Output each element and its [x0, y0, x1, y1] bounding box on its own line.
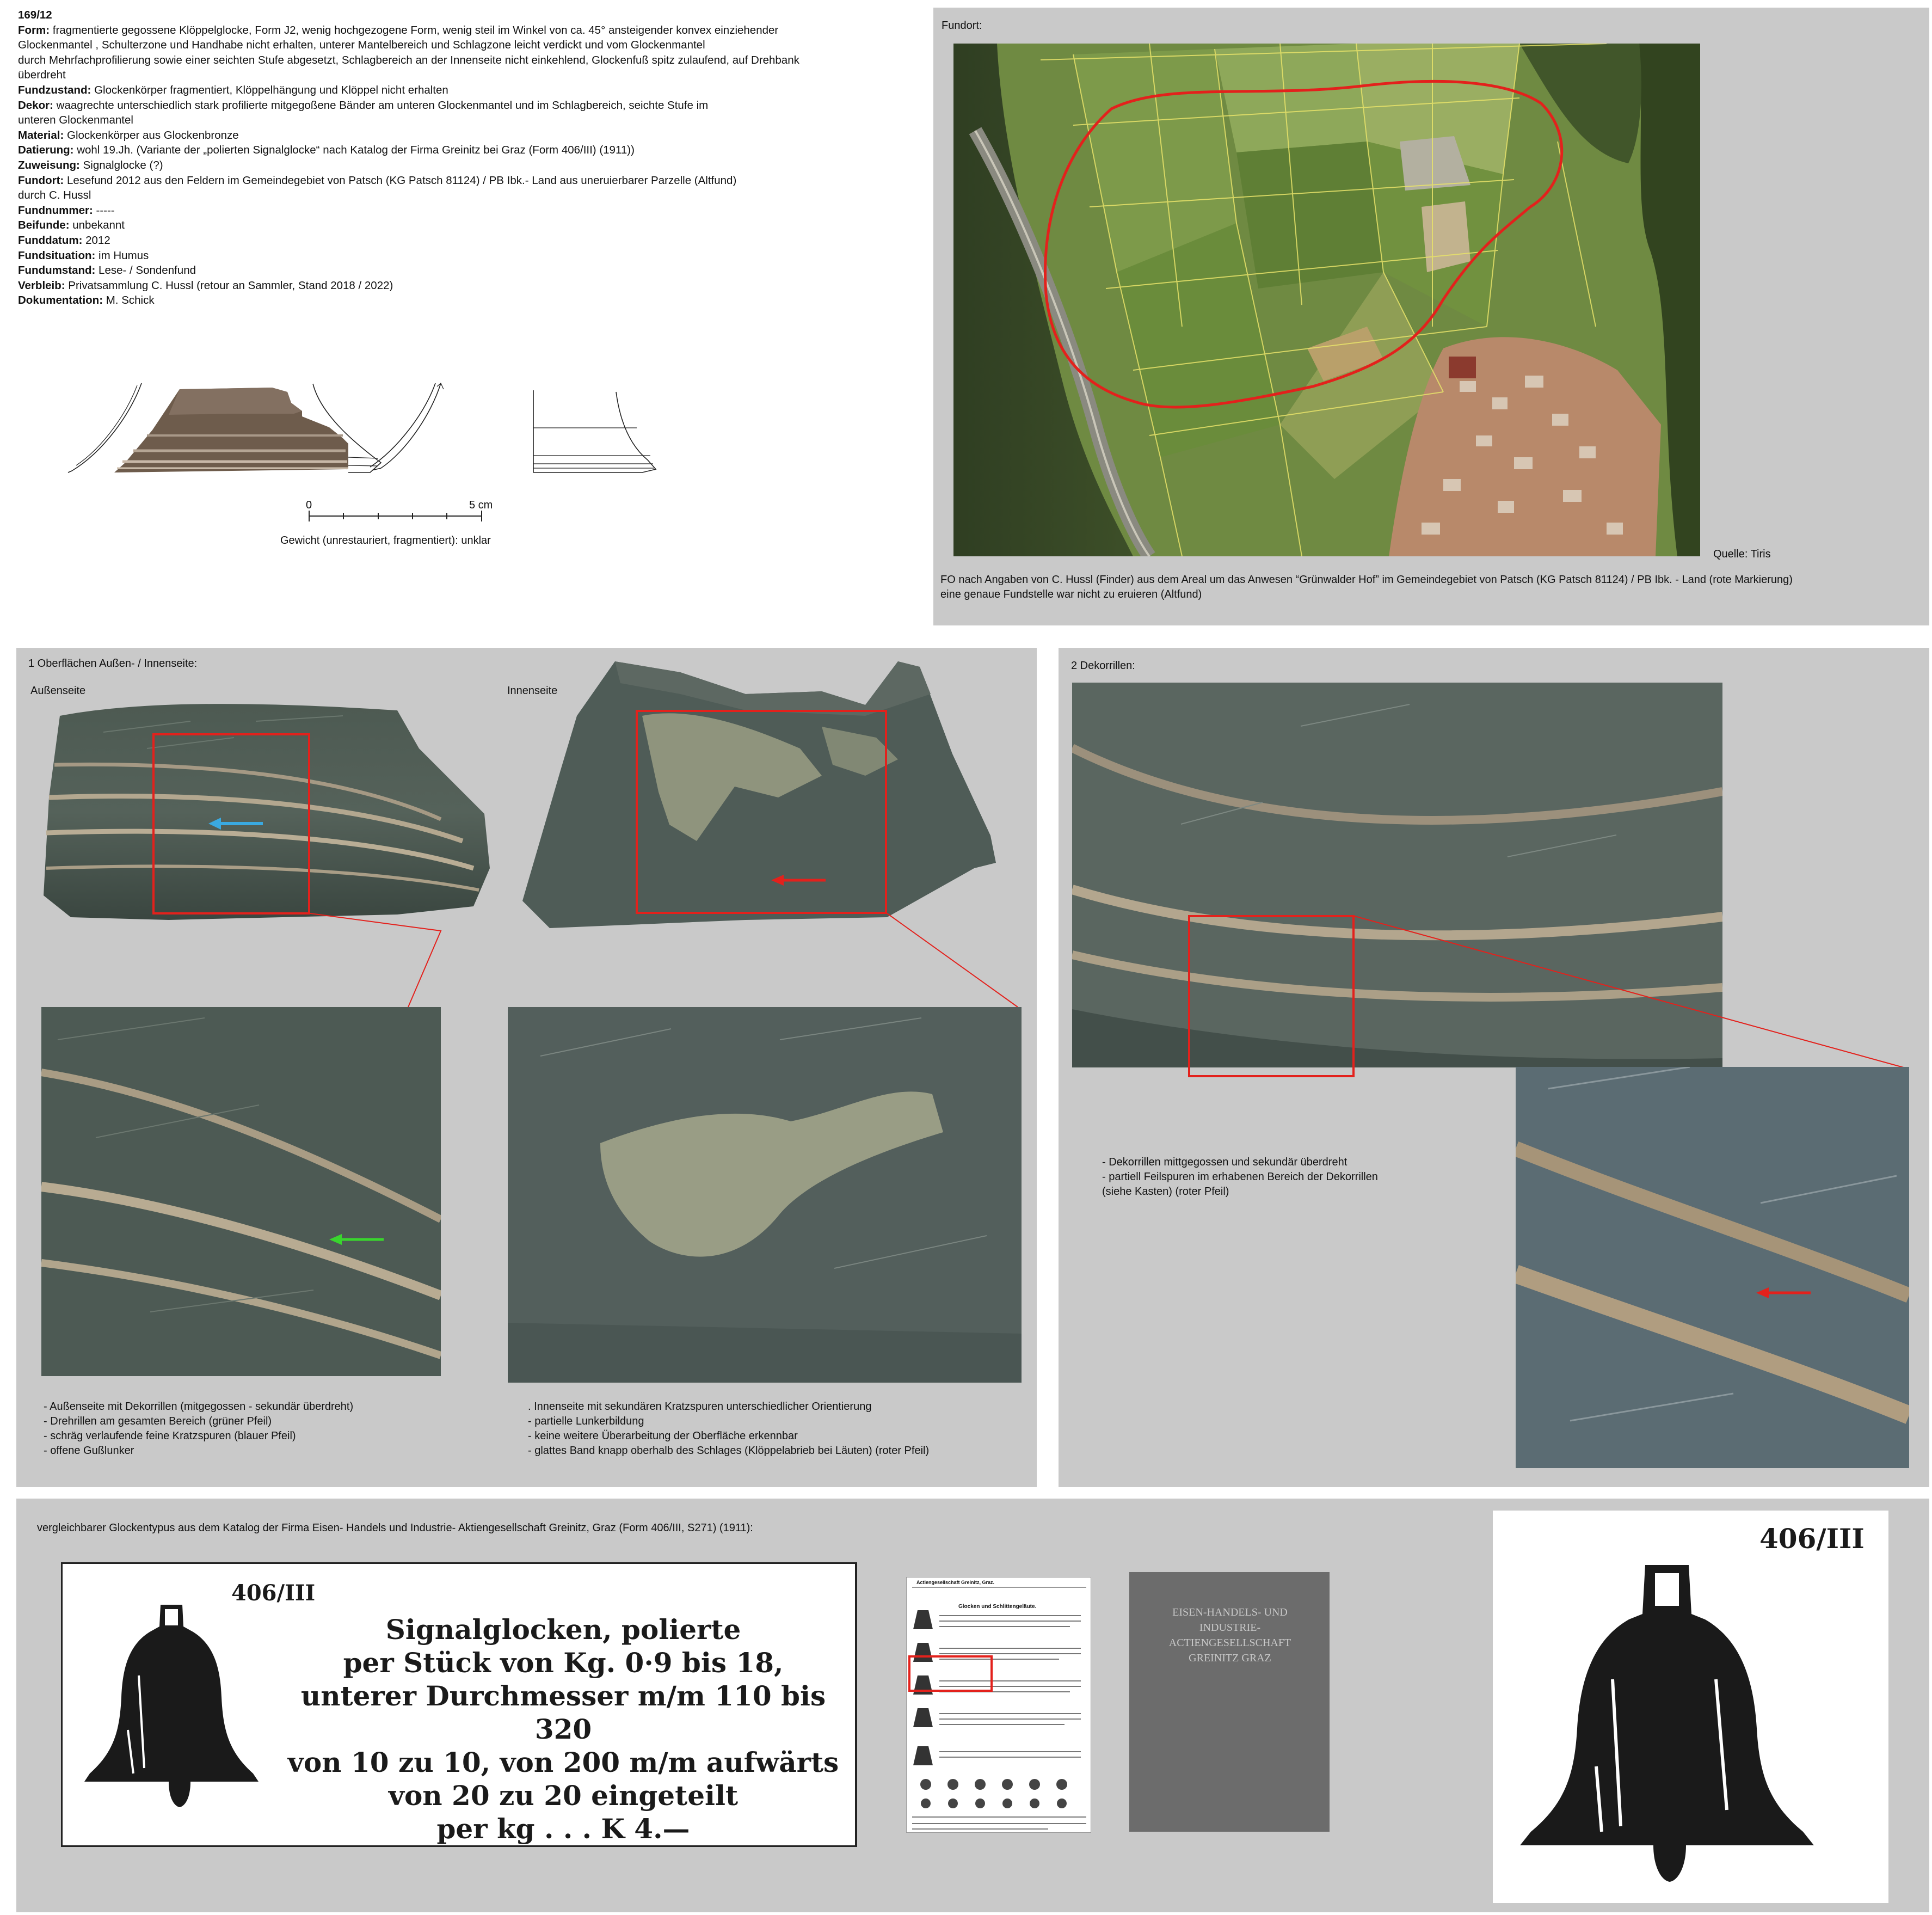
catalog-cover [1129, 1572, 1330, 1832]
blue-arrow-icon [206, 815, 266, 832]
catalog-cover-text: EISEN-HANDELS- UND INDUSTRIE-ACTIENGESELLSCHAFT GREINITZ GRAZ [1168, 1606, 1291, 1664]
note-line: von 20 zu 20 eingeteilt [388, 1779, 739, 1812]
note-line: - keine weitere Überarbeitung der Oberfläche erkennbar [528, 1430, 798, 1442]
surfaces-title: 1 Oberflächen Außen- / Innenseite: [28, 658, 198, 670]
fundort-caption [940, 573, 1793, 602]
green-arrow-icon [327, 1231, 386, 1248]
outer-notes [44, 1400, 353, 1458]
decor-notes [1102, 1155, 1378, 1199]
record-field-label: Funddatum: [18, 234, 83, 247]
outer-zoom-photo [41, 1007, 441, 1376]
bell-number: 406/III [1759, 1523, 1865, 1555]
catalog-page-thumbnail [906, 1577, 1091, 1833]
record-field-label: Form: [18, 23, 50, 36]
record-id: 169/12 [18, 9, 52, 21]
red-arrow-icon [768, 872, 828, 888]
catalog-form-number: 406/III [231, 1580, 316, 1606]
record-field-line: Beifunde: unbekannt [18, 219, 125, 232]
record-field-label: Fundort: [18, 174, 64, 187]
aerial-map [953, 44, 1700, 556]
inner-label: Innenseite [507, 685, 558, 697]
note-line: - offene Gußlunker [44, 1445, 134, 1457]
inner-zoom-photo [508, 1007, 1022, 1383]
record-field-line: Fundumstand: Lese- / Sondenfund [18, 264, 196, 277]
note-line: - Außenseite mit Dekorrillen (mitgegossen - sekundär überdreht) [44, 1401, 354, 1413]
note-line: (siehe Kasten) (roter Pfeil) [1102, 1186, 1229, 1198]
record-field-label: Verbleib: [18, 279, 65, 292]
catalog-page-highlight [908, 1655, 993, 1692]
note-line: - schräg verlaufende feine Kratzspuren (blauer Pfeil) [44, 1430, 296, 1442]
record-field-label: Material: [18, 128, 64, 142]
large-bell-icon [1509, 1549, 1825, 1897]
note-line: - partielle Lunkerbildung [528, 1415, 644, 1427]
decor-zoom-photo [1516, 1067, 1909, 1468]
note-line: - glattes Band knapp oberhalb des Schlages (Klöppelabrieb bei Läuten) (roter Pfeil) [528, 1445, 930, 1457]
record-field-label: Fundnummer: [18, 204, 93, 217]
note-line: . Innenseite mit sekundären Kratzspuren unterschiedlicher Orientierung [528, 1401, 872, 1413]
record-field-label: Fundumstand: [18, 264, 96, 277]
record-field-line: Fundsituation: im Humus [18, 249, 149, 262]
catalog-entry-lines [280, 1613, 846, 1845]
record-field-line: Datierung: wohl 19.Jh. (Variante der „polierten Signalglocke“ nach Katalog der Firma Greinitz bei Graz (Form 406/III) (1911)) [18, 144, 635, 157]
inner-highlight-box [636, 710, 887, 914]
map-source: Quelle: Tiris [1713, 548, 1771, 560]
decor-highlight-box [1188, 915, 1355, 1077]
record-field-line: Dokumentation: M. Schick [18, 294, 155, 307]
catalog-entry-scan [61, 1562, 857, 1847]
fundort-title: Fundort: [942, 20, 982, 32]
record-field-line: Funddatum: 2012 [18, 234, 110, 247]
record-field-label: Datierung: [18, 144, 74, 157]
note-line: von 10 zu 10, von 200 m/m aufwärts [287, 1746, 839, 1778]
record-fields [18, 23, 910, 308]
note-line: per kg . . . K 4.— [436, 1813, 690, 1845]
record-field-line: unteren Glockenmantel [18, 114, 133, 127]
record-field-line: Fundzustand: Glockenkörper fragmentiert, Klöppelhängung und Klöppel nicht erhalten [18, 83, 448, 96]
record-metadata [18, 8, 910, 308]
note-line: unterer Durchmesser m/m 110 bis 320 [300, 1680, 826, 1745]
note-line: eine genaue Fundstelle war nicht zu eruieren (Altfund) [940, 588, 1202, 600]
inner-notes [528, 1400, 929, 1458]
zoom-connectors [305, 909, 1034, 1018]
record-field-label: Zuweisung: [18, 158, 80, 171]
record-field-line: Dekor: waagrechte unterschiedlich stark profilierte mitgegoßene Bänder am unteren Glockenmantel und im Schlagbereich, seichte Stufe im [18, 99, 709, 112]
record-field-label: Dokumentation: [18, 294, 103, 307]
record-field-line: Glockenmantel , Schulterzone und Handhabe nicht erhalten, unterer Mantelbereich und Schlagzone leicht verdickt und vom Glockenmantel [18, 39, 705, 52]
record-field-label: Beifunde: [18, 219, 70, 232]
record-field-line: überdreht [18, 69, 66, 82]
bell-icon [79, 1594, 264, 1822]
decor-title: 2 Dekorrillen: [1071, 660, 1135, 672]
record-field-line: Fundort: Lesefund 2012 aus den Feldern im Gemeindegebiet von Patsch (KG Patsch 81124) / PB Ibk.- Land aus uneruierbarer Parzelle (Altfund) [18, 174, 737, 187]
note-line: - Drehrillen am gesamten Bereich (grüner Pfeil) [44, 1415, 272, 1427]
record-field-line: Material: Glockenkörper aus Glockenbronze [18, 128, 239, 142]
note-line: - partiell Feilspuren im erhabenen Bereich der Dekorrillen [1102, 1171, 1378, 1183]
catalog-bell-enlarged [1493, 1511, 1888, 1903]
bell-profile-drawing [65, 376, 707, 555]
record-field-line: Fundnummer: ----- [18, 204, 115, 217]
note-line: FO nach Angaben von C. Hussl (Finder) aus dem Areal um das Anwesen “Grünwalder Hof” im Gemeindegebiet von Patsch (KG Patsch 81124) / PB Ibk. - Land (rote Markierung) [940, 574, 1793, 586]
catalog-page-header: Actiengesellschaft Greinitz, Graz. [916, 1580, 995, 1585]
note-line: - Dekorrillen mittgegossen und sekundär überdreht [1102, 1156, 1348, 1168]
note-line: Signalglocken, polierte [385, 1613, 741, 1646]
scale-start-label: 0 [306, 499, 312, 511]
note-line: per Stück von Kg. 0·9 bis 18, [343, 1647, 784, 1679]
record-field-line: durch Mehrfachprofilierung sowie einer seichten Stufe abgesetzt, Schlagbereich an der Innenseite nicht einkehlend, Glockenfuß spitz zulaufend, auf Drehbank [18, 53, 799, 66]
record-field-line: Verbleib: Privatsammlung C. Hussl (retour an Sammler, Stand 2018 / 2022) [18, 279, 393, 292]
record-field-line: Zuweisung: Signalglocke (?) [18, 158, 163, 171]
scale-end-label: 5 cm [469, 499, 493, 511]
weight-note: Gewicht (unrestauriert, fragmentiert): unklar [280, 535, 491, 547]
record-field-label: Fundsituation: [18, 249, 96, 262]
record-field-line: durch C. Hussl [18, 189, 91, 202]
catalog-page-title: Glocken und Schlittengeläute. [958, 1604, 1037, 1610]
record-field-label: Fundzustand: [18, 83, 91, 96]
decor-connector [1352, 915, 1910, 1073]
record-field-label: Dekor: [18, 99, 53, 112]
decor-red-arrow-icon [1753, 1285, 1813, 1301]
outer-label: Außenseite [30, 685, 86, 697]
catalog-intro: vergleichbarer Glockentypus aus dem Katalog der Firma Eisen- Handels und Industrie- Aktiengesellschaft Greinitz, Graz (Form 406/III, S271) (1911): [37, 1522, 753, 1534]
record-field-line: Form: fragmentierte gegossene Klöppelglocke, Form J2, wenig hochgezogene Form, wenig steil im Winkel von ca. 45° ansteigender konvex einziehender [18, 23, 779, 36]
